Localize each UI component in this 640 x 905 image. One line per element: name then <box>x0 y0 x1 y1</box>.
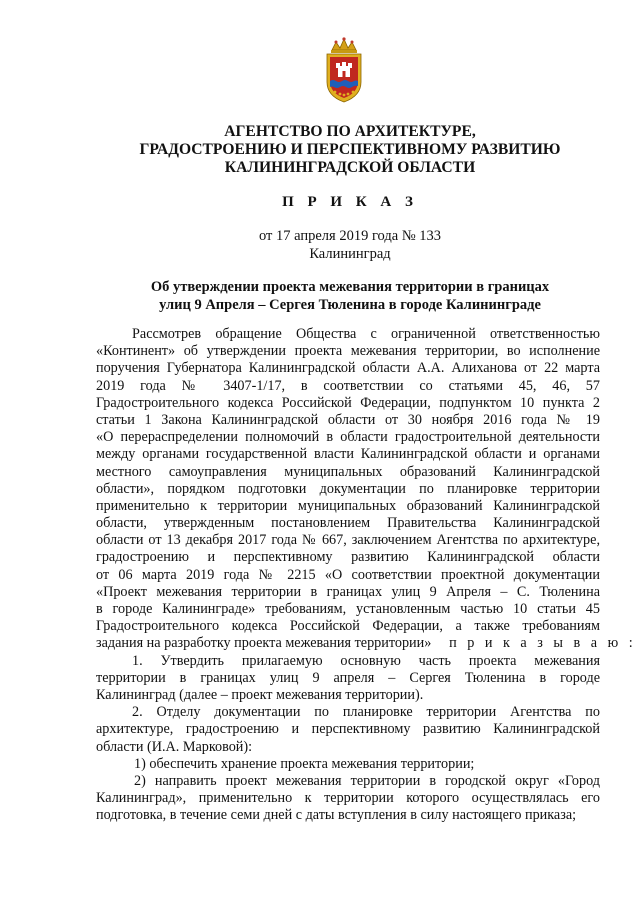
order-verb: п р и к а з ы в а ю : <box>449 635 637 652</box>
body-line: поручения Губернатора Калининградской области А.А. Алиханова от 22 марта <box>96 360 600 377</box>
body-line: Градостроительного кодекса Российской Федерации, а также требованиям <box>96 618 600 635</box>
body-line: области, утвержденным постановлением Правительства Калининградской <box>96 515 600 532</box>
agency-line: АГЕНТСТВО ПО АРХИТЕКТУРЕ, <box>224 123 476 140</box>
body-line: «О перераспределении полномочий в области градостроительной деятельности <box>96 429 600 446</box>
body-line: Рассмотрев обращение Общества с ограниченной ответственностью <box>132 326 600 342</box>
order-date-number: от 17 апреля 2019 года № 133 <box>258 228 442 244</box>
subclause-2-line: подготовка, в течение семи дней с даты вступления в силу настоящего приказа; <box>96 807 577 824</box>
body-line: 2019 года № 3407-1/17, в соответствии со статьями 45, 46, 57 <box>96 377 600 394</box>
coat-of-arms-icon <box>319 36 369 104</box>
body-line: области от 13 декабря 2017 года № 667, заключением Агентства по архитектуре, <box>96 532 600 549</box>
agency-line: ГРАДОСТРОЕНИЮ И ПЕРСПЕКТИВНОМУ РАЗВИТИЮ <box>139 141 561 158</box>
subject-line: Об утверждении проекта межевания территории в границах <box>150 279 550 295</box>
clause-2-line: области (И.А. Марковой): <box>96 738 253 755</box>
order-city: Калининград <box>309 246 391 262</box>
subclause-2-line: 2) направить проект межевания территории в городской округ «Город <box>134 772 600 789</box>
subclause-2-line: Калининград», применительно к территории которого осуществлялась его <box>96 790 600 807</box>
clause-2-line: архитектуре, градостроению и перспективному развитию Калининградской <box>96 721 600 738</box>
order-meta <box>100 227 600 263</box>
body-line: применительно к территории муниципальных образований Калининградской <box>96 497 600 514</box>
clause-2-line: 2. Отделу документации по планировке территории Агентства по <box>132 704 600 721</box>
body-line: статьи 1 Закона Калининградской области от 30 ноября 2016 года № 19 <box>96 411 600 428</box>
document-type: П Р И К А З <box>282 194 418 210</box>
body-line: между органами государственной власти Калининградской области и органами <box>96 446 600 463</box>
clause-1-line: 1. Утвердить прилагаемую основную часть проекта межевания <box>132 652 600 669</box>
body-line: от 06 марта 2019 года № 2215 «О соответствии проектной документации <box>96 566 600 583</box>
body-line: градостроению и перспективному развитию Калининградской области <box>96 549 600 566</box>
agency-name <box>100 123 600 177</box>
subclause-1-line: 1) обеспечить хранение проекта межевания территории; <box>134 755 475 772</box>
body-line-text: задания на разработку проекта межевания территории» <box>96 635 432 652</box>
body-line: местного самоуправления муниципальных образований Калининградской <box>96 463 600 480</box>
order-subject <box>100 278 600 314</box>
agency-line: КАЛИНИНГРАДСКОЙ ОБЛАСТИ <box>224 159 476 176</box>
clause-1-line: Калининград (далее – проект межевания территории). <box>96 686 424 703</box>
body-line: «Проект межевания территории в границах улиц 9 Апреля – С. Тюленина <box>96 583 600 600</box>
body-line: Градостроительного кодекса Российской Федерации, подпунктом 10 пункта 2 <box>96 394 600 411</box>
body-line: «Континент» об утверждении проекта межевания территории, во исполнение <box>96 343 600 360</box>
order-body <box>96 326 637 824</box>
subject-line: улиц 9 Апреля – Сергея Тюленина в городе Калининграде <box>159 297 541 313</box>
body-line-with-order-word <box>96 635 637 652</box>
body-line: области», порядком подготовки документации по планировке территории <box>96 480 600 497</box>
body-line: в городе Калининграде» требованиям, установленным частью 10 статьи 45 <box>96 601 600 617</box>
clause-1-line: территории в границах улиц 9 апреля – Сергея Тюленина в городе <box>96 669 600 686</box>
